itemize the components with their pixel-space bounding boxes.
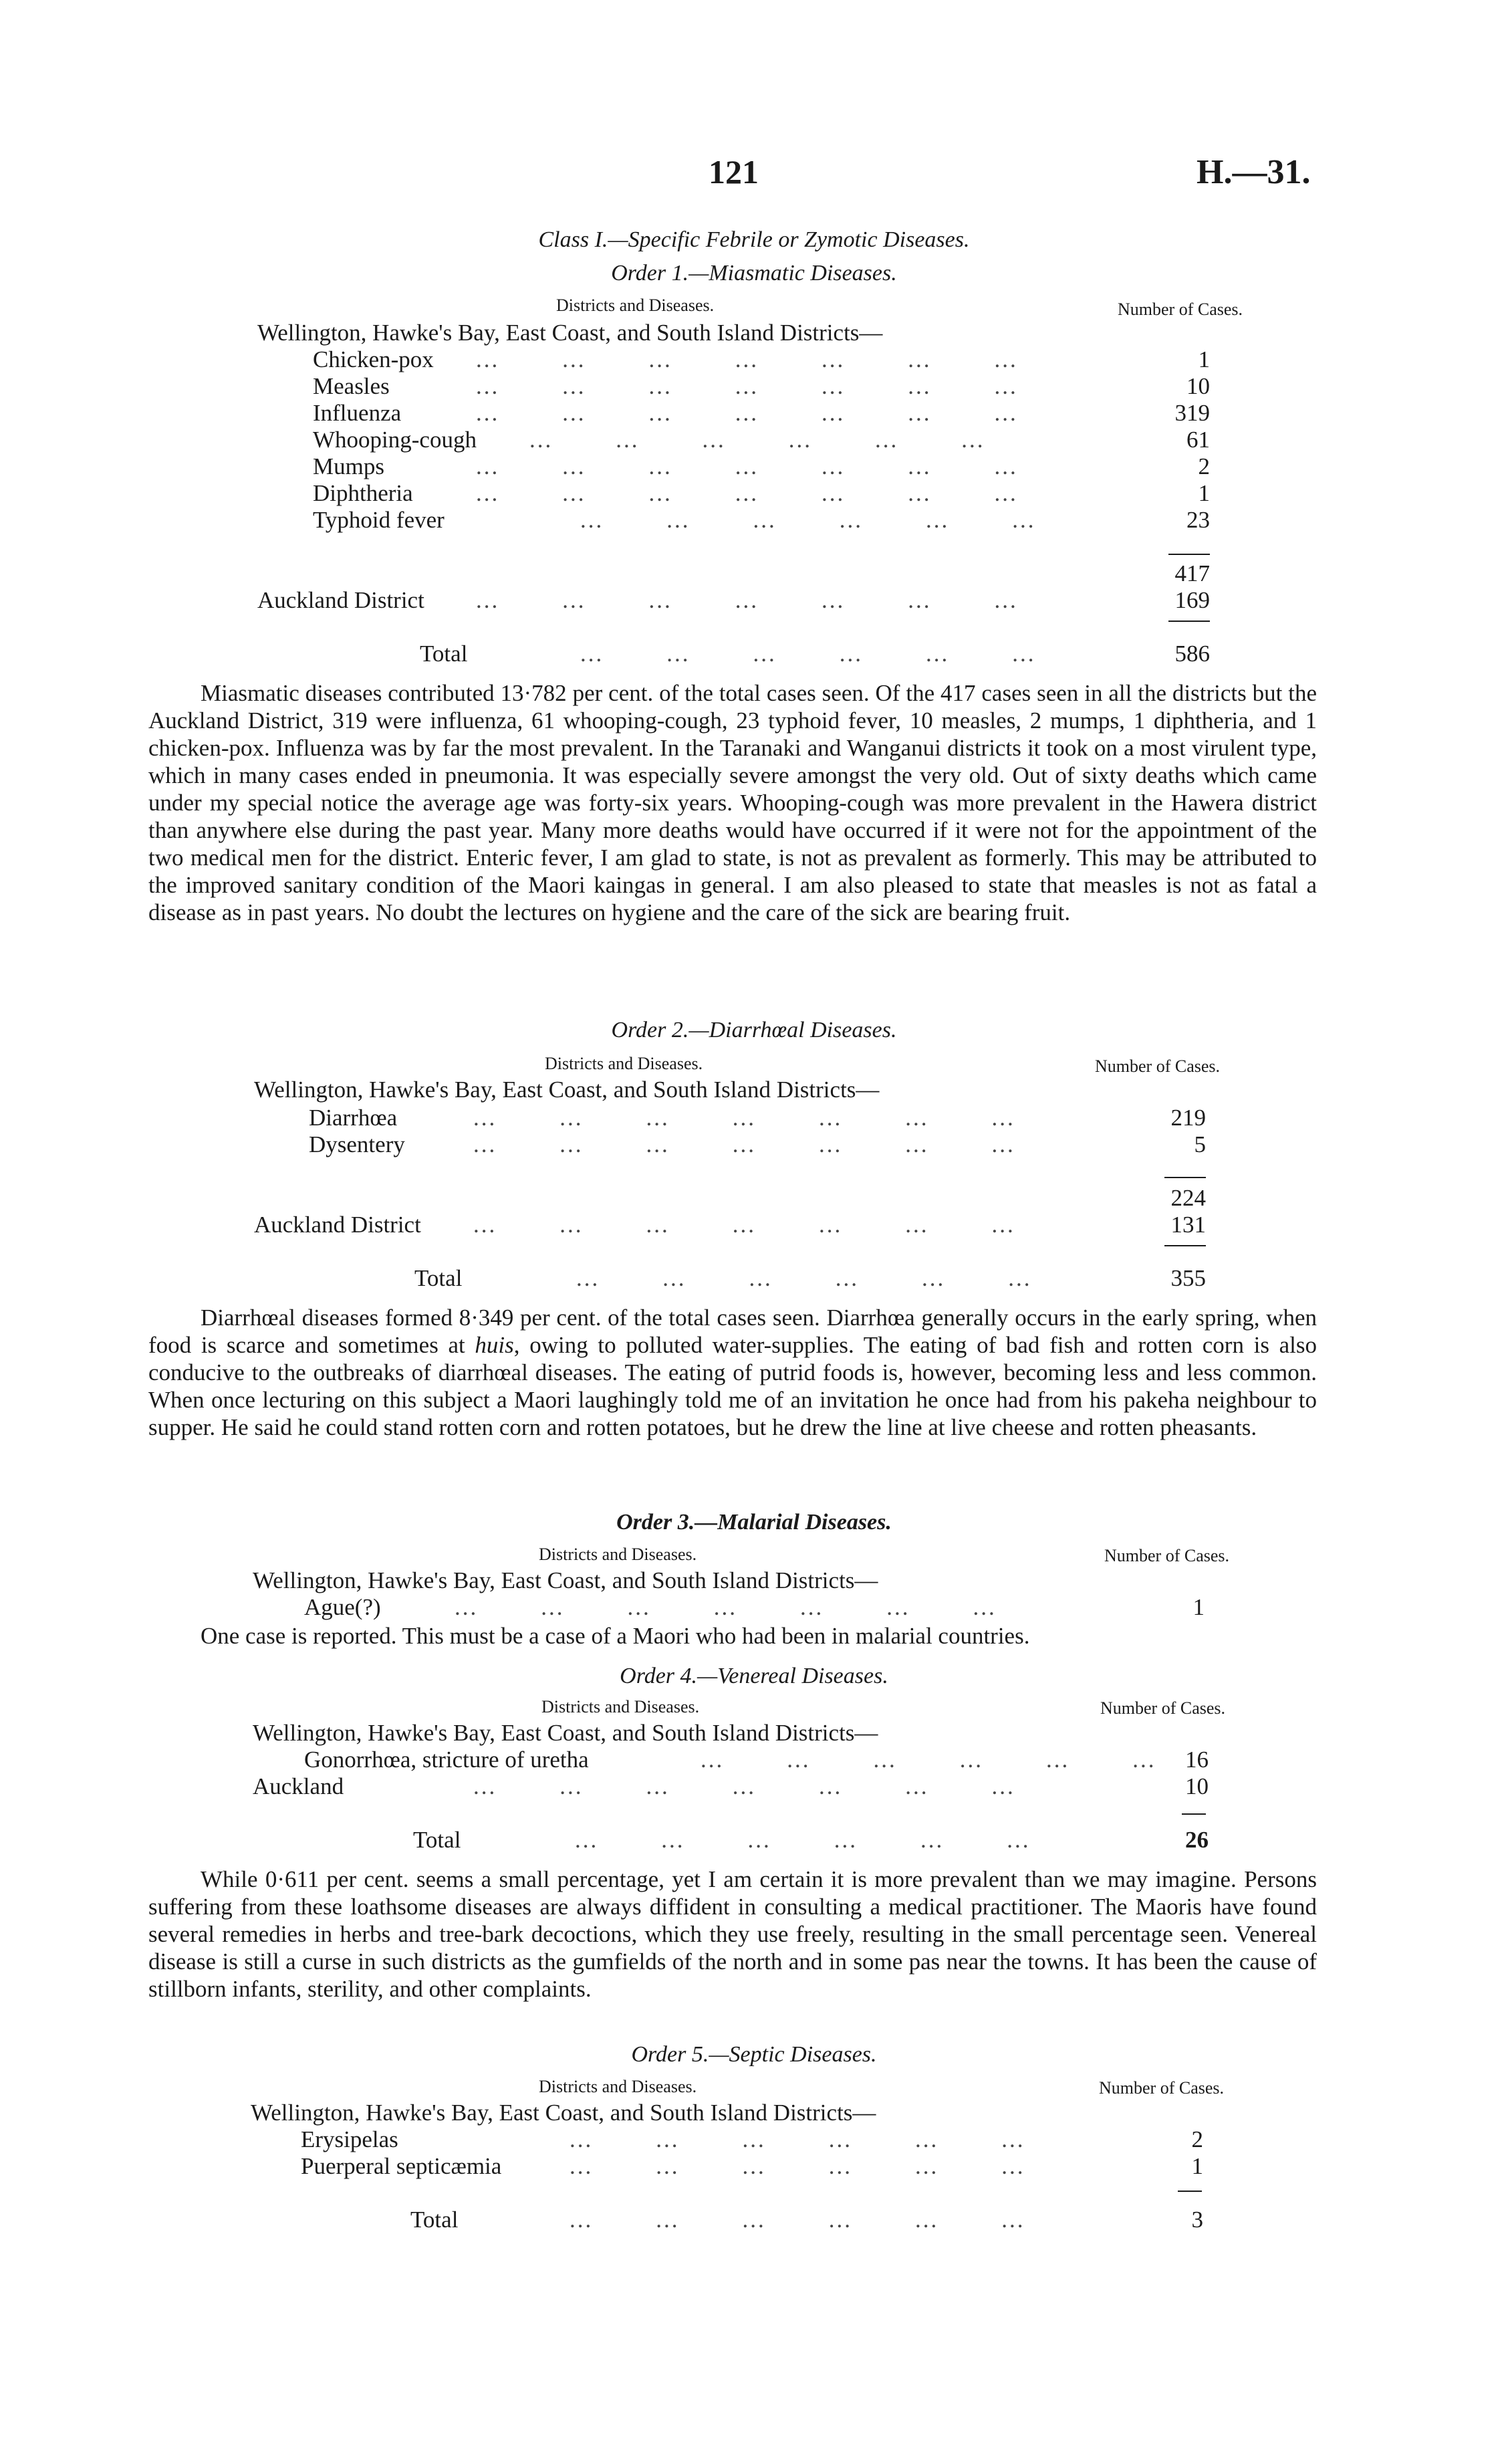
leader-dots: ... ... ... ... ... ... <box>570 2207 1025 2233</box>
order1-row-label: Whooping-cough <box>313 427 477 453</box>
total-rule <box>1164 1245 1206 1246</box>
order2-districts-header: Districts and Diseases. <box>545 1054 703 1073</box>
total-rule <box>1178 2191 1202 2192</box>
order1-row-label: Diphtheria <box>313 480 413 506</box>
order5-cases-header: Number of Cases. <box>1099 2078 1225 2098</box>
leader-dots: ... ... ... ... ... ... <box>575 1827 1031 1853</box>
order1-row-value: 319 <box>1174 400 1210 426</box>
order1-row-label: Typhoid fever <box>313 507 445 533</box>
order4-districts-header: Districts and Diseases. <box>541 1697 700 1716</box>
total-rule <box>1182 1813 1206 1815</box>
order4-row-value: 16 <box>1185 1747 1209 1773</box>
order2-row-label: Diarrhœa <box>309 1105 398 1131</box>
order1-cases-header: Number of Cases. <box>1118 300 1243 319</box>
order4-row-label: Gonorrhœa, stricture of uretha <box>304 1747 589 1773</box>
order4-total-label: Total <box>413 1827 461 1853</box>
order1-row-label: Measles <box>313 373 390 399</box>
leader-dots: ... ... ... ... ... ... ... <box>476 480 1018 506</box>
order4-row-label: Auckland <box>253 1773 344 1799</box>
order2-paragraph-italic: huis <box>475 1332 514 1358</box>
leader-dots: ... ... ... ... ... ... ... <box>473 1773 1015 1799</box>
leader-dots: ... ... ... ... ... ... <box>570 2126 1025 2152</box>
order1-row-value: 61 <box>1186 427 1210 453</box>
order2-row-value: 5 <box>1194 1131 1206 1157</box>
order5-total-value: 3 <box>1191 2207 1203 2233</box>
order5-districts-header: Districts and Diseases. <box>539 2077 697 2096</box>
total-rule <box>1168 621 1210 622</box>
leader-dots: ... ... ... ... ... ... <box>580 641 1036 667</box>
leader-dots: ... ... ... ... ... ... <box>580 507 1036 533</box>
leader-dots: ... ... ... ... ... ... ... <box>476 453 1018 479</box>
leader-dots: ... ... ... ... ... ... <box>701 1747 1156 1773</box>
leader-dots: ... ... ... ... ... ... ... <box>476 346 1018 372</box>
order3-row-label: Ague(?) <box>304 1594 381 1620</box>
subtotal-rule <box>1164 1177 1206 1178</box>
order3-row-value: 1 <box>1192 1594 1205 1620</box>
document-code: H.—31. <box>1197 153 1311 191</box>
order2-row-label: Dysentery <box>309 1131 405 1157</box>
order2-paragraph-part: Diarrhœal diseases formed 8·349 per cent. of the total cases seen. Diarrhœa generally occurs in the early spring, when food is scarce and sometimes at <box>148 1305 1317 1358</box>
order1-total-value: 586 <box>1174 641 1210 667</box>
order2-paragraph-part: , owing to polluted water-supplies. The eating of bad fish and rotten corn is also conducive to the outbreaks of diarrhœal diseases. The eating of putrid foods is, however, becoming less and less common. When once lecturing on this subject a Maori laughingly told me of an invitation he once had from his pakeha neighbour to supper. He said he could stand rotten corn and rotten potatoes, but he drew the line at live cheese and rotten pheasants. <box>148 1332 1317 1440</box>
order1-row-label: Influenza <box>313 400 402 426</box>
order2-group-label: Wellington, Hawke's Bay, East Coast, and South Island Districts— <box>254 1077 880 1103</box>
order1-paragraph: Miasmatic diseases contributed 13·782 per cent. of the total cases seen. Of the 417 cases seen in all the districts but the Auckland District, 319 were influenza, 61 whooping-cough, 23 typhoid fever, 10 measles, 2 mumps, 1 diphtheria, and 1 chicken-pox. Influenza was by far the most prevalent. In the Taranaki and Wanganui districts it took on a most virulent type, which in many cases ended in pneumonia. It was especially severe amongst the very old. Out of sixty deaths which came under my special notice the average age was forty-six years. Whooping-cough was more prevalent in the Hawera district than anywhere else during the past year. Many more deaths would have occurred if it were not for the appointment of the two medical men for the district. Enteric fever, I am glad to state, is not as prevalent as formerly. This may be attributed to the improved sanitary condition of the Maori kaingas in general. I am also pleased to state that measles is not as fatal a disease as in past years. No doubt the lectures on hygiene and the care of the sick are bearing fruit. <box>148 680 1317 925</box>
leader-dots: ... ... ... ... ... ... ... <box>476 400 1018 426</box>
order5-row-label: Erysipelas <box>301 2126 398 2152</box>
order2-auckland-value: 131 <box>1170 1212 1206 1238</box>
order1-row-value: 1 <box>1198 480 1210 506</box>
order3-group-label: Wellington, Hawke's Bay, East Coast, and South Island Districts— <box>253 1567 878 1593</box>
order1-group-label: Wellington, Hawke's Bay, East Coast, and South Island Districts— <box>257 320 883 346</box>
leader-dots: ... ... ... ... ... ... ... <box>476 373 1018 399</box>
order4-total-value: 26 <box>1185 1827 1209 1853</box>
order1-row-label: Chicken-pox <box>313 346 434 372</box>
page-number: 121 <box>709 153 759 191</box>
order3-districts-header: Districts and Diseases. <box>539 1545 697 1564</box>
order4-row-value: 10 <box>1185 1773 1209 1799</box>
order3-title: Order 3.—Malarial Diseases. <box>616 1510 892 1535</box>
order2-auckland-label: Auckland District <box>254 1212 421 1238</box>
order2-total-label: Total <box>414 1265 463 1291</box>
order1-total-label: Total <box>420 641 468 667</box>
leader-dots: ... ... ... ... ... ... ... <box>476 587 1018 613</box>
subtotal-rule <box>1168 554 1210 555</box>
order3-cases-header: Number of Cases. <box>1104 1546 1230 1565</box>
order4-title: Order 4.—Venereal Diseases. <box>620 1664 888 1688</box>
leader-dots: ... ... ... ... ... ... <box>529 427 985 453</box>
leader-dots: ... ... ... ... ... ... ... <box>473 1212 1015 1238</box>
order2-total-value: 355 <box>1170 1265 1206 1291</box>
order1-auckland-value: 169 <box>1174 587 1210 613</box>
order1-row-value: 23 <box>1186 507 1210 533</box>
order5-row-label: Puerperal septicæmia <box>301 2153 502 2179</box>
order1-districts-header: Districts and Diseases. <box>556 296 715 315</box>
leader-dots: ... ... ... ... ... ... ... <box>473 1105 1015 1131</box>
order1-title: Order 1.—Miasmatic Diseases. <box>611 261 897 286</box>
order1-row-value: 10 <box>1186 373 1210 399</box>
order5-title: Order 5.—Septic Diseases. <box>631 2042 877 2067</box>
order5-row-value: 1 <box>1191 2153 1203 2179</box>
leader-dots: ... ... ... ... ... ... ... <box>473 1131 1015 1157</box>
class-title: Class I.—Specific Febrile or Zymotic Diseases. <box>538 227 970 252</box>
order5-total-label: Total <box>410 2207 459 2233</box>
order4-paragraph: While 0·611 per cent. seems a small percentage, yet I am certain it is more prevalent than we may imagine. Persons suffering from these loathsome diseases are always diffident in consulting a medical practitioner. The Maoris have found several remedies in herbs and tree-bark decoctions, which they use freely, resulting in the small percentage seen. Venereal disease is still a curse in such districts as the gumfields of the north and in some pas near the towns. It has been the cause of stillborn infants, sterility, and other complaints. <box>148 1866 1317 2002</box>
order1-auckland-label: Auckland District <box>257 587 424 613</box>
order5-row-value: 2 <box>1191 2126 1203 2152</box>
order2-row-value: 219 <box>1170 1105 1206 1131</box>
order1-row-value: 2 <box>1198 453 1210 479</box>
order3-paragraph: One case is reported. This must be a case of a Maori who had been in malarial countries. <box>201 1623 1030 1649</box>
order2-paragraph <box>148 1304 1317 1441</box>
order2-title: Order 2.—Diarrhœal Diseases. <box>611 1018 897 1042</box>
order4-cases-header: Number of Cases. <box>1100 1698 1226 1718</box>
order4-group-label: Wellington, Hawke's Bay, East Coast, and South Island Districts— <box>253 1720 878 1746</box>
leader-dots: ... ... ... ... ... ... <box>570 2153 1025 2179</box>
order1-subtotal: 417 <box>1174 560 1210 586</box>
order2-subtotal: 224 <box>1170 1185 1206 1211</box>
order1-row-value: 1 <box>1198 346 1210 372</box>
leader-dots: ... ... ... ... ... ... <box>576 1265 1032 1291</box>
leader-dots: ... ... ... ... ... ... ... <box>455 1594 997 1620</box>
order1-row-label: Mumps <box>313 453 384 479</box>
order2-cases-header: Number of Cases. <box>1095 1056 1221 1076</box>
order5-group-label: Wellington, Hawke's Bay, East Coast, and South Island Districts— <box>251 2100 876 2126</box>
